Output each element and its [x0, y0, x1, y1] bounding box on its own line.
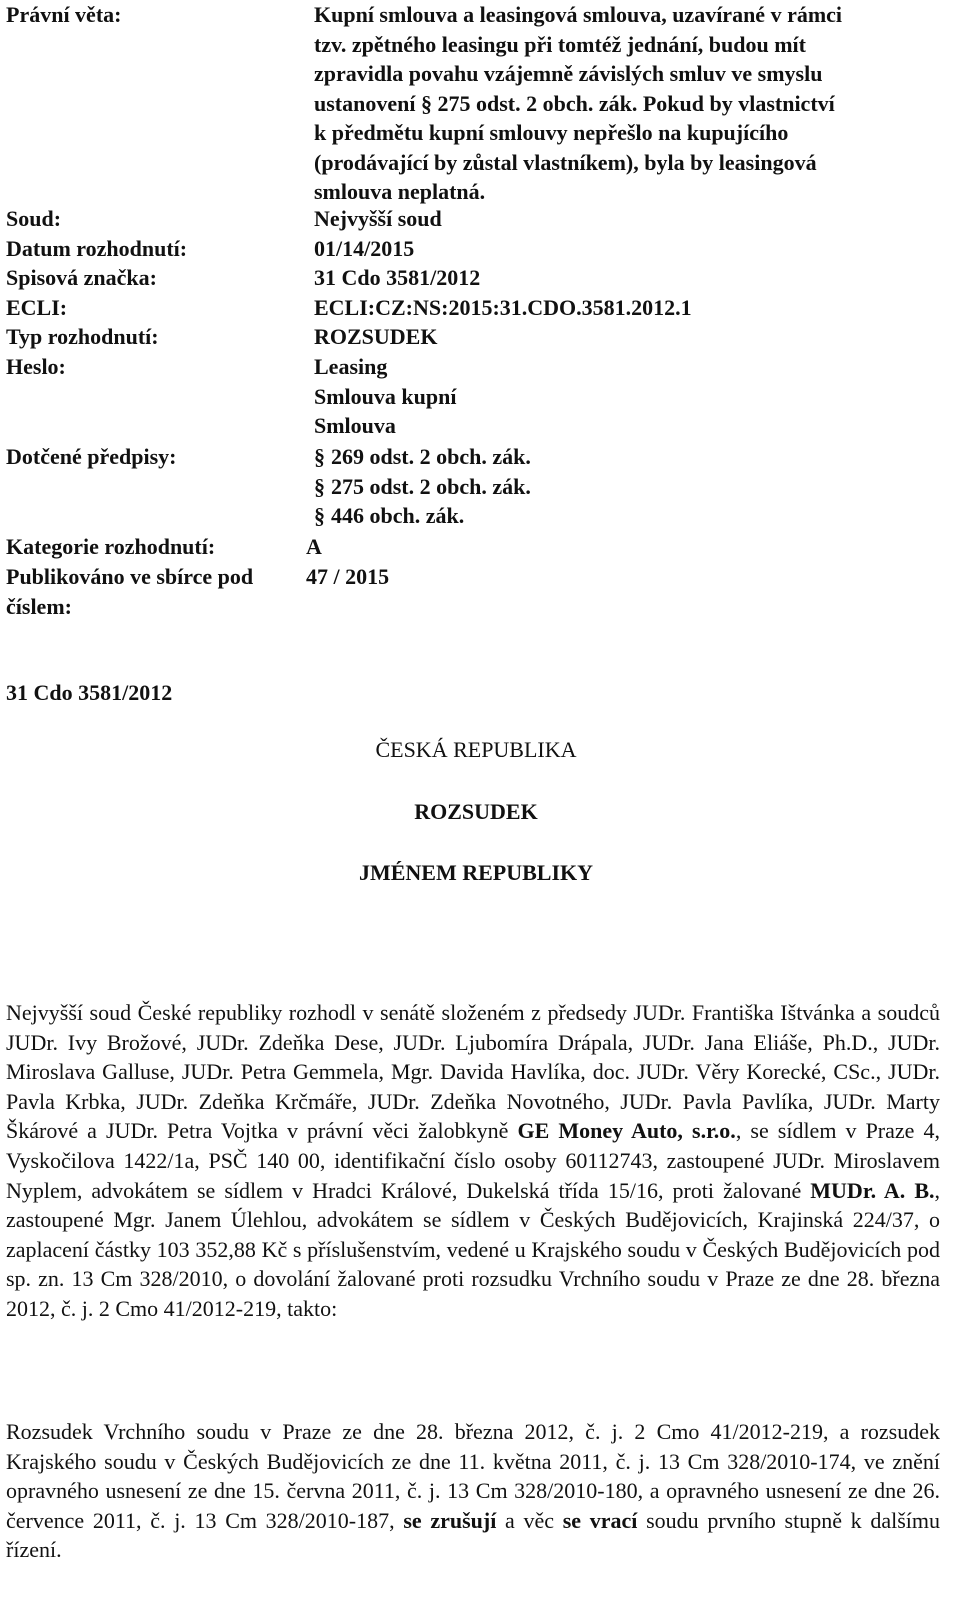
text-run: Nejvyšší soud České republiky rozhodl v senátě složeném z předsedy JUDr. Františka Ištvánka a soudců JUDr. Ivy Brožové, JUDr. Zdeňka Dese, JUDr. Ljubomíra Drápala, JUDr. Jana Eliáše, Ph.D., JUDr. Miroslava Galluse, JUDr. Petra Gemmela, Mgr. Davida Havlíka, doc. JUDr. Věry Korecké, CSc., JUDr. Pavla Krbka, JUDr. Zdeňka Krčmáře, JUDr. Zdeňka Novotného, JUDr. Pavla Pavlíka, JUDr. Marty Škárové a JUDr. Petra Vojtka v právní věci žalobkyně	[6, 1000, 940, 1144]
sbirka-label: Publikováno ve sbírce pod číslem:	[6, 564, 254, 619]
kategorie-label: Kategorie rozhodnutí:	[6, 534, 216, 559]
predpisy-label: Dotčené předpisy:	[6, 444, 177, 469]
judgment-heading: ROZSUDEK	[414, 799, 538, 824]
pravni-veta-label: Právní věta:	[6, 2, 122, 27]
defendant-name: MUDr. A. B.	[810, 1177, 935, 1203]
predpis-text: 446 obch. zák.	[331, 503, 465, 528]
pravni-veta-line: ustanovení § 275 odst. 2 obch. zák. Pokud by vlastnictví	[314, 90, 835, 116]
text-run: soudu prvního stupně k dalšímu řízení.	[6, 1507, 941, 1563]
heslo-label: Heslo:	[6, 354, 66, 379]
spisova-znacka-value: 31 Cdo 3581/2012	[314, 265, 481, 290]
predpis-item	[314, 501, 944, 531]
typ-label: Typ rozhodnutí:	[6, 324, 159, 349]
case-number: 31 Cdo 3581/2012	[6, 680, 173, 705]
soud-value: Nejvyšší soud	[314, 206, 442, 231]
pravni-veta-line: smlouva neplatná.	[314, 179, 486, 204]
kategorie-value: A	[306, 534, 322, 559]
ecli-value: ECLI:CZ:NS:2015:31.CDO.3581.2012.1	[314, 295, 692, 320]
predpis-item	[314, 472, 944, 502]
paragraph-icon: §	[314, 444, 325, 469]
text-run: , zastoupené Mgr. Janem Úlehlou, advokátem se sídlem v Českých Budějovicích, Krajinská 224/37, o zaplacení částky 103 352,88 Kč s příslušenstvím, vedené u Krajského soudu v Českých Budějovicích pod sp. zn. 13 Cm 328/2010, o dovolání žalované proti rozsudku Vrchního soudu v Praze ze dne 28. března 2012, č. j. 2 Cmo 41/2012-219, takto:	[6, 1177, 940, 1321]
pravni-veta-line: k předmětu kupní smlouvy nepřešlo na kupujícího	[314, 120, 789, 145]
predpisy-values	[314, 442, 944, 531]
datum-label: Datum rozhodnutí:	[6, 236, 188, 261]
pravni-veta-line: Kupní smlouva a leasingová smlouva, uzavírané v rámci	[314, 2, 843, 27]
text-run: Rozsudek Vrchního soudu v Praze ze dne 28. března 2012, č. j. 2 Cmo 41/2012-219, a rozsudek Krajského soudu v Českých Budějovicích ze dne 11. května 2011, č. j. 13 Cm 328/2010-174, ve znění opravného usnesení ze dne 15. června 2011, č. j. 13 Cm 328/2010-180, a opravného usnesení ze dne 26. července 2011, č. j. 13 Cm 328/2010-187,	[6, 1419, 940, 1533]
country-heading: ČESKÁ REPUBLIKA	[375, 737, 577, 762]
paragraph-icon: §	[314, 473, 325, 499]
sbirka-value: 47 / 2015	[306, 564, 390, 589]
plaintiff-name: GE Money Auto, s.r.o.	[517, 1118, 736, 1144]
spisova-znacka-label: Spisová značka:	[6, 265, 157, 290]
verdict-cancel: se zrušují	[403, 1507, 497, 1533]
ecli-label: ECLI:	[6, 295, 68, 320]
verdict-return: se vrací	[562, 1507, 638, 1533]
paragraph-verdict	[6, 1417, 940, 1565]
heslo-item: Smlouva kupní	[314, 383, 457, 409]
pravni-veta-text	[314, 0, 944, 207]
pravni-veta-line: zpravidla povahu vzájemně závislých smluv ve smyslu	[314, 61, 823, 86]
pravni-veta-line: (prodávající by zůstal vlastníkem), byla by leasingová	[314, 149, 817, 175]
paragraph-icon: §	[314, 503, 325, 528]
typ-value: ROZSUDEK	[314, 324, 438, 349]
soud-label: Soud:	[6, 206, 62, 231]
text-run: , se sídlem v Praze 4, Vyskočilova 1422/1a, PSČ 140 00, identifikační číslo osoby 60112743, zastoupené JUDr. Miroslavem Nyplem, advokátem se sídlem v Hradci Králové, Dukelská třída 15/16, proti žalované	[6, 1118, 940, 1203]
in-name-of-heading: JMÉNEM REPUBLIKY	[358, 860, 594, 885]
datum-value: 01/14/2015	[314, 236, 415, 261]
text-run: a věc	[496, 1507, 563, 1533]
predpis-text: 275 odst. 2 obch. zák.	[331, 473, 531, 499]
predpis-text: 269 odst. 2 obch. zák.	[331, 444, 531, 469]
heslo-values	[314, 352, 944, 441]
heslo-item: Leasing	[314, 354, 388, 379]
pravni-veta-line: tzv. zpětného leasingu při tomtéž jednání, budou mít	[314, 31, 806, 57]
predpis-item	[314, 442, 944, 472]
heslo-item: Smlouva	[314, 413, 396, 438]
paragraph-parties	[6, 998, 940, 1324]
